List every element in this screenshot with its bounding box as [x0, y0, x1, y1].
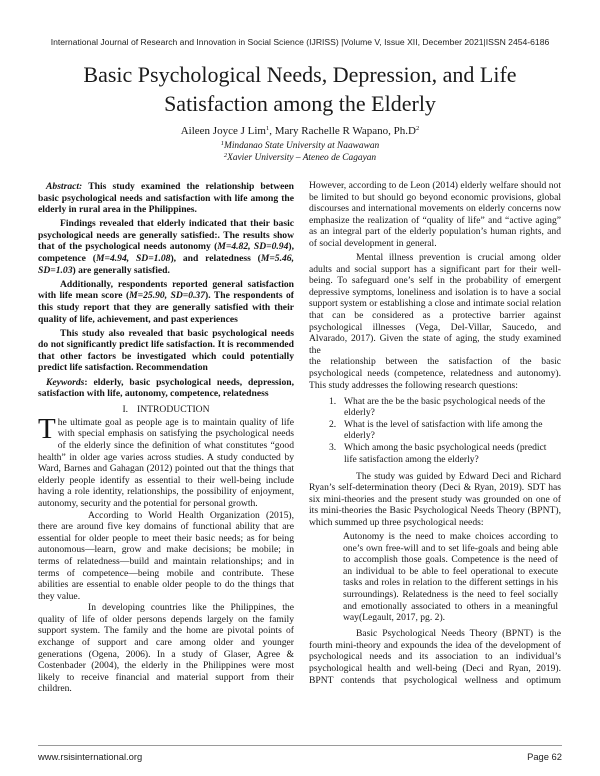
author-line: [0, 125, 600, 138]
intro-paragraph-1: [38, 412, 294, 510]
section-title: INTRODUCTION: [137, 403, 210, 415]
drop-cap: T: [38, 412, 56, 445]
list-number: 2.: [329, 418, 337, 430]
right-paragraph-4: The study was guided by Edward Deci and Richard Ryan’s self-determination theory (Deci & Ryan, 2019). SDT has six mini-theories and the present study was grounded on one of its mini-theories the Basic Psychological Needs Theory (BPNT), which summed up three psychological needs:: [309, 470, 561, 528]
abstract-p3-segment: Additionally, respondents reported general satisfaction with life mean score (: [38, 278, 294, 302]
abstract-paragraph-1-text: This study examined the relationship between basic psychological needs and satisfaction with life among the elderly in rural area in the Philippines.: [38, 181, 294, 216]
footer-website: www.rsisinternational.org: [38, 751, 143, 762]
keywords-text: : elderly, basic psychological needs, depression, satisfaction with life, autonomy, competence, relatedness: [38, 376, 294, 400]
author-separator: ,: [269, 125, 275, 137]
right-column: [309, 180, 561, 686]
list-number: 3.: [329, 441, 337, 453]
intro-paragraph-1-text: he ultimate goal as people age is to maintain quality of life with special emphasis on satisfying the psychological needs of the elderly since the definition of what constitutes “good health” in older age varies across studies. A study conducted by Ward, Barnes and Gahagan (2012) pointed out that the things that elderly people identify as essential to their well-being include having a role identity, relationships, the possibility of enjoyment, autonomy, security and the potential for personal growth.: [38, 416, 294, 509]
abstract-p2-segment: ) are generally satisfied.: [72, 264, 170, 276]
author-1-name: Aileen Joyce J Lim: [180, 125, 266, 137]
paper-title: Basic Psychological Needs, Depression, and Life Satisfaction among the Elderly: [83, 62, 517, 116]
abstract-paragraph-4: This study also revealed that basic psychological needs do not significantly predict life satisfaction. It is recommended that other factors be investigated which could potentially predict life satisfaction. Recommendation: [38, 327, 294, 374]
life-satisfaction-stat: M=25.90, SD=0.37: [129, 290, 206, 302]
abstract-p2-segment: Findings revealed that elderly indicated that their basic psychological needs are generally satisfied:. The results show that of the psychological needs autonomy (: [38, 218, 294, 253]
left-column: [38, 181, 294, 695]
keywords: [38, 377, 294, 400]
list-item-text: What are the be the basic psychological needs of the elderly?: [344, 395, 546, 419]
section-heading-introduction: [38, 404, 294, 416]
abstract-p3-segment: ). The respondents of this study report that they are generally satisfied with their quality of life, achievement, and past experiences: [38, 290, 294, 325]
right-paragraph-3: the relationship between the satisfaction of the basic psychological needs (competence, relatedness and autonomy). This study addresses the following research questions:: [309, 356, 561, 391]
autonomy-stat: M=4.82, SD=0.94: [217, 241, 289, 253]
affiliation-1: [0, 140, 600, 152]
abstract-paragraph-2: [38, 218, 294, 276]
intro-paragraph-3: In developing countries like the Philippines, the quality of life of older persons depends largely on the family support system. The family and the home are pivotal points of exchange of support and care among older and younger generations (Ogena, 2006). In a study of Glaser, Agree & Costenbader (2004), the elderly in the Philippines were most likely to receive financial and material support from their children.: [38, 602, 294, 695]
abstract-paragraph-3: [38, 279, 294, 325]
research-question-2: [309, 419, 561, 442]
footer-page-number: Page 62: [527, 751, 562, 762]
right-paragraph-1: However, according to de Leon (2014) elderly welfare should not be limited to but should go beyond economic provisions, global discourses and international movements on elderly concerns now emphasize the realization of “quality of life” and “active aging” as an integral part of the elderly population’s human rights, and of social development in general.: [309, 180, 561, 249]
affiliation-2-marker: 2: [223, 152, 228, 159]
research-questions-list: [309, 396, 561, 466]
intro-paragraph-2: According to World Health Organization (2015), there are around five key domains of functional ability that are essential for older people to meet their basic needs; as for being autonomous—learn, grow and make decisions; be mobile; in terms of relatedness—build and maintain relationships; and in terms of competence—being mobile and contribute. These abilities are essential to enable older people to do the things that they value.: [38, 509, 294, 602]
abstract-p2-segment: ), and relatedness (: [170, 253, 261, 265]
footer-divider: [38, 745, 562, 746]
affiliation-1-text: Mindanao State University at Naawawan: [224, 141, 380, 151]
author-2-name: Mary Rachelle R Wapano, Ph.D: [274, 125, 416, 137]
abstract-paragraph-1: [38, 181, 294, 216]
list-item-text: Which among the basic psychological needs (predict life satisfaction among the elderly?: [344, 441, 547, 465]
list-number: 1.: [329, 395, 337, 407]
keywords-label: Keywords: [46, 376, 85, 388]
right-paragraph-2: Mental illness prevention is crucial among older adults and social support has a significant part for their well-being. To safeguard one’s self in the probability of emergent depressive symptoms, loneliness and isolation is to have a social support system or establishing a close and intimate social relation that can be considered as a protective barrier against psychological illnesses (Vega, Del-Villar, Saucedo, and Alvarado, 2017). Given the state of aging, the study examined the: [309, 252, 561, 356]
journal-header: International Journal of Research and Innovation in Social Science (IJRISS) |Volume V, Issue XII, December 2021|ISSN 2454-6186: [50, 37, 550, 47]
abstract-label: Abstract:: [46, 181, 83, 192]
list-item-text: What is the level of satisfaction with life among the elderly?: [344, 418, 543, 442]
research-question-3: [309, 442, 561, 465]
abstract: [38, 181, 294, 374]
right-paragraph-5: Basic Psychological Needs Theory (BPNT) is the fourth mini-theory and expounds the idea of the development of psychological needs and its association to an individual’s psychological health and well-being (Deci and Ryan, 2019). BPNT contends that psychological wellness and optimum: [309, 628, 561, 686]
competence-stat: M=4.94, SD=1.08: [95, 253, 171, 265]
block-quote: Autonomy is the need to make choices according to one’s own free-will and to set life-goals and being able to accomplish those goals. Competence is the need of an individual to be able to feel operational to execute tasks and roles in relation to the different settings in his surroundings). Relatedness is the need to feel socially and emotionally associated to others in a meaningful way(Legault, 2017, pg. 2).: [343, 531, 558, 624]
affiliation-2: [0, 152, 600, 164]
author-2-affiliation-marker: 2: [416, 125, 420, 132]
abstract-p2-segment: ), competence (: [38, 241, 294, 265]
affiliation-2-text: Xavier University – Ateneo de Cagayan: [227, 153, 377, 163]
relatedness-stat: M=5.46, SD=1.03: [38, 253, 294, 276]
author-1-affiliation-marker: 1: [265, 125, 270, 132]
section-number: I.: [122, 403, 129, 415]
research-question-1: [309, 396, 561, 419]
affiliation-1-marker: 1: [220, 140, 225, 147]
